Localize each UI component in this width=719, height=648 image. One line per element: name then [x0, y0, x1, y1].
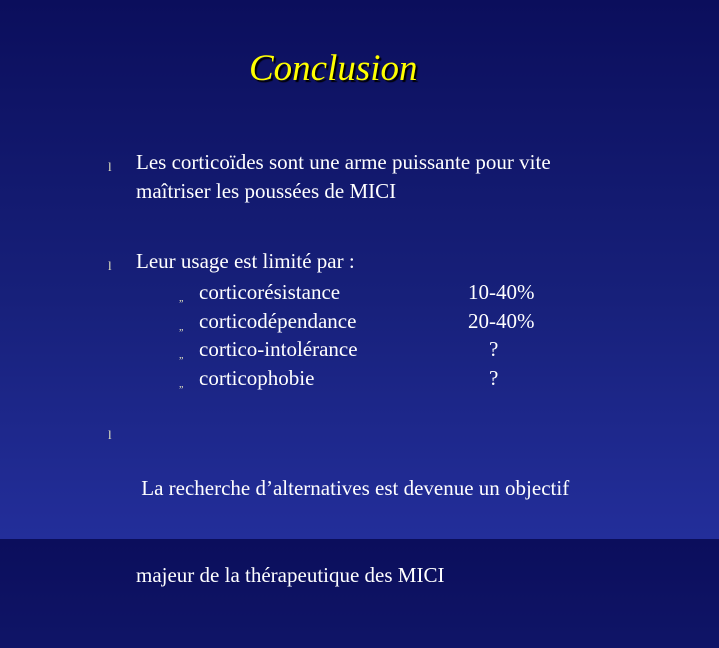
sub-bullet-icon: „ [179, 379, 184, 390]
limit-label: corticorésistance [199, 280, 341, 304]
limit-label: cortico-intolérance [199, 337, 358, 361]
limit-value: ? [468, 366, 499, 390]
sub-bullet-icon: „ [179, 293, 184, 304]
bullet-text-2-line-1: Leur usage est limité par : [136, 249, 355, 273]
bullet-icon: l [108, 258, 112, 273]
bullet-icon: l [108, 427, 112, 442]
sub-bullet-icon: „ [179, 322, 184, 333]
bullet-text-3-line-1: La recherche d’alternatives est devenue un objectif [136, 476, 570, 500]
bullet-text-3-line-2: majeur de la thérapeutique des MICI [136, 563, 445, 587]
bullet-text-3 [136, 416, 569, 648]
slide-title: Conclusion [249, 48, 418, 89]
limit-label: corticodépendance [199, 309, 357, 333]
limit-label: corticophobie [199, 366, 315, 390]
bullet-icon: l [108, 159, 112, 174]
limit-value: 20-40% [468, 309, 535, 333]
limit-value: ? [468, 337, 499, 361]
bullet-text-1 [136, 148, 551, 206]
bullet-text-2 [136, 247, 355, 276]
sub-bullet-icon: „ [179, 350, 184, 361]
bullet-text-1-line-1: Les corticoïdes sont une arme puissante pour vite [136, 150, 551, 174]
bullet-text-1-line-2: maîtriser les poussées de MICI [136, 179, 397, 203]
limit-value: 10-40% [468, 280, 535, 304]
